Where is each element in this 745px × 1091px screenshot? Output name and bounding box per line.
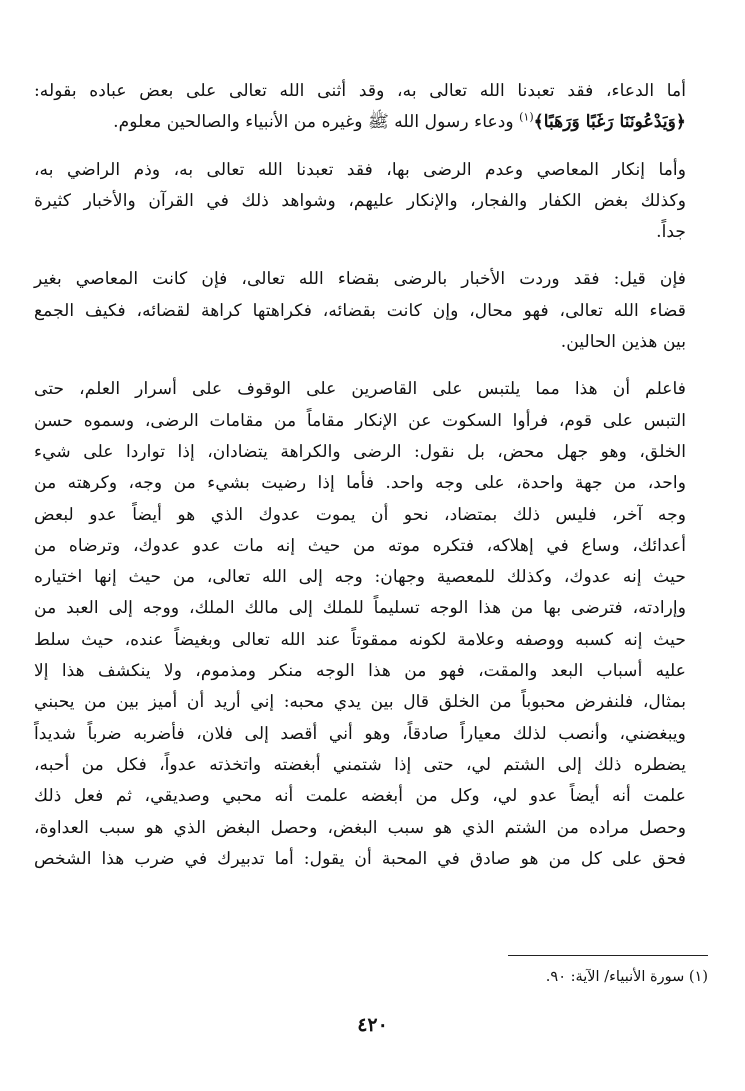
text-line: واحد، من جهة واحدة، على وجه واحد. فأما إذا رضيت بشيء من وجه، وكرهته من — [34, 473, 686, 494]
text-line: فحق على كل من هو صادق في المحبة أن يقول: أما تدبيرك في ضرب هذا الشخص — [34, 848, 686, 869]
text-line: بين هذين الحالين. — [560, 332, 686, 353]
text-line: حيث إنه كسبه ووصفه وعلامة لكونه ممقوتاً عند الله تعالى وبغيضاً عنده، حيث سلط — [34, 629, 686, 650]
paragraph-objection — [34, 264, 708, 358]
text-line: أعدائك، وساع في إهلاكه، فتكره موته من حيث إنه مات عدو عدوك، وترضاه من — [34, 535, 686, 556]
footnote: (١) سورة الأنبياء/ الآية: ٩٠. — [545, 969, 708, 985]
footnote-reference: (١) — [519, 110, 534, 124]
text-line: بمثال، فلنفرض محبوباً من الخلق قال بين يدي محبه: إني أريد أن أميز بين من يحبني — [34, 692, 686, 713]
text-line: حيث إنه عدوك، وكذلك للمعصية وجهان: وجه إلى الله تعالى، من حيث إنها اختياره — [34, 567, 686, 588]
text-line: الخلق، وهو جهل محض، بل نقول: الرضى والكراهة يتضادان، إذا تواردا على شيء — [34, 441, 686, 462]
footnote-separator — [508, 955, 708, 956]
main-text — [34, 76, 708, 875]
text-line: وكذلك بغض الكفار والفجار، والإنكار عليهم، وشواهد ذلك في القرآن والأخبار كثيرة — [34, 190, 686, 211]
page-number: ٤٢٠ — [357, 1014, 388, 1036]
text-line: ويبغضني، وأنصب لذلك معياراً صادقاً، وهو أني أقصد إلى فلان، فأضربه ضرباً شديداً — [34, 723, 686, 744]
paragraph-supplication — [34, 76, 708, 139]
paragraph-rejecting-sins — [34, 155, 708, 249]
text-line: فاعلم أن هذا مما يلتبس على القاصرين على الوقوف على أسرار العلم، حتى — [34, 379, 686, 400]
text-line: التبس على قوم، فرأوا السكوت عن الإنكار مقاماً من مقامات الرضى، وسموه حسن — [34, 410, 686, 431]
text-segment: ودعاء رسول الله ﷺ وغيره من الأنبياء والصالحين معلوم. — [113, 112, 520, 133]
text-line: أما الدعاء، فقد تعبدنا الله تعالى به، وقد أثنى الله تعالى على بعض عباده بقوله: — [34, 81, 686, 101]
text-line: قضاء الله تعالى، فهو محال، وإن كانت بقضائه، فكراهتها كراهة لقضائه، فكيف الجمع — [34, 300, 686, 321]
text-line: جداً. — [656, 222, 686, 243]
text-line: وأما إنكار المعاصي وعدم الرضى بها، فقد تعبدنا الله تعالى به، وذم الراضي به، — [34, 159, 686, 180]
text-line: وإرادته، فترضى بها من هذا الوجه تسليماً للملك إلى مالك الملك، ووجه إلى العبد من — [34, 598, 686, 619]
text-line: علمت أنه أيضاً عدو لي، وكل من أبغضه علمت أنه محبي وصديقي، ثم فعل ذلك — [34, 786, 686, 807]
text-line: فإن قيل: فقد وردت الأخبار بالرضى بقضاء الله تعالى، فإن كانت المعاصي بغير — [34, 269, 686, 290]
paragraph-answer — [34, 374, 708, 875]
text-line: يضطره ذلك إلى الشتم لي، حتى إذا شتمني أبغضته واتخذته عدواً، فكل من أحبه، — [34, 754, 686, 775]
text-line — [34, 107, 708, 138]
text-line: وحصل مراده من الشتم الذي هو سبب البغض، وحصل البغض الذي هو سبب العداوة، — [34, 817, 686, 838]
text-line: وجه آخر، فليس ذلك بمتضاد، نحو أن يموت عدوك الذي هو أيضاً عدو لبعض — [34, 504, 686, 525]
quran-verse: ﴿وَيَدْعُونَنَا رَغَبًا وَرَهَبًا﴾ — [533, 112, 686, 133]
text-line: عليه أسباب البعد والمقت، فهو من هذا الوجه منكر ومذموم، ولا ينكشف هذا إلا — [34, 661, 686, 682]
